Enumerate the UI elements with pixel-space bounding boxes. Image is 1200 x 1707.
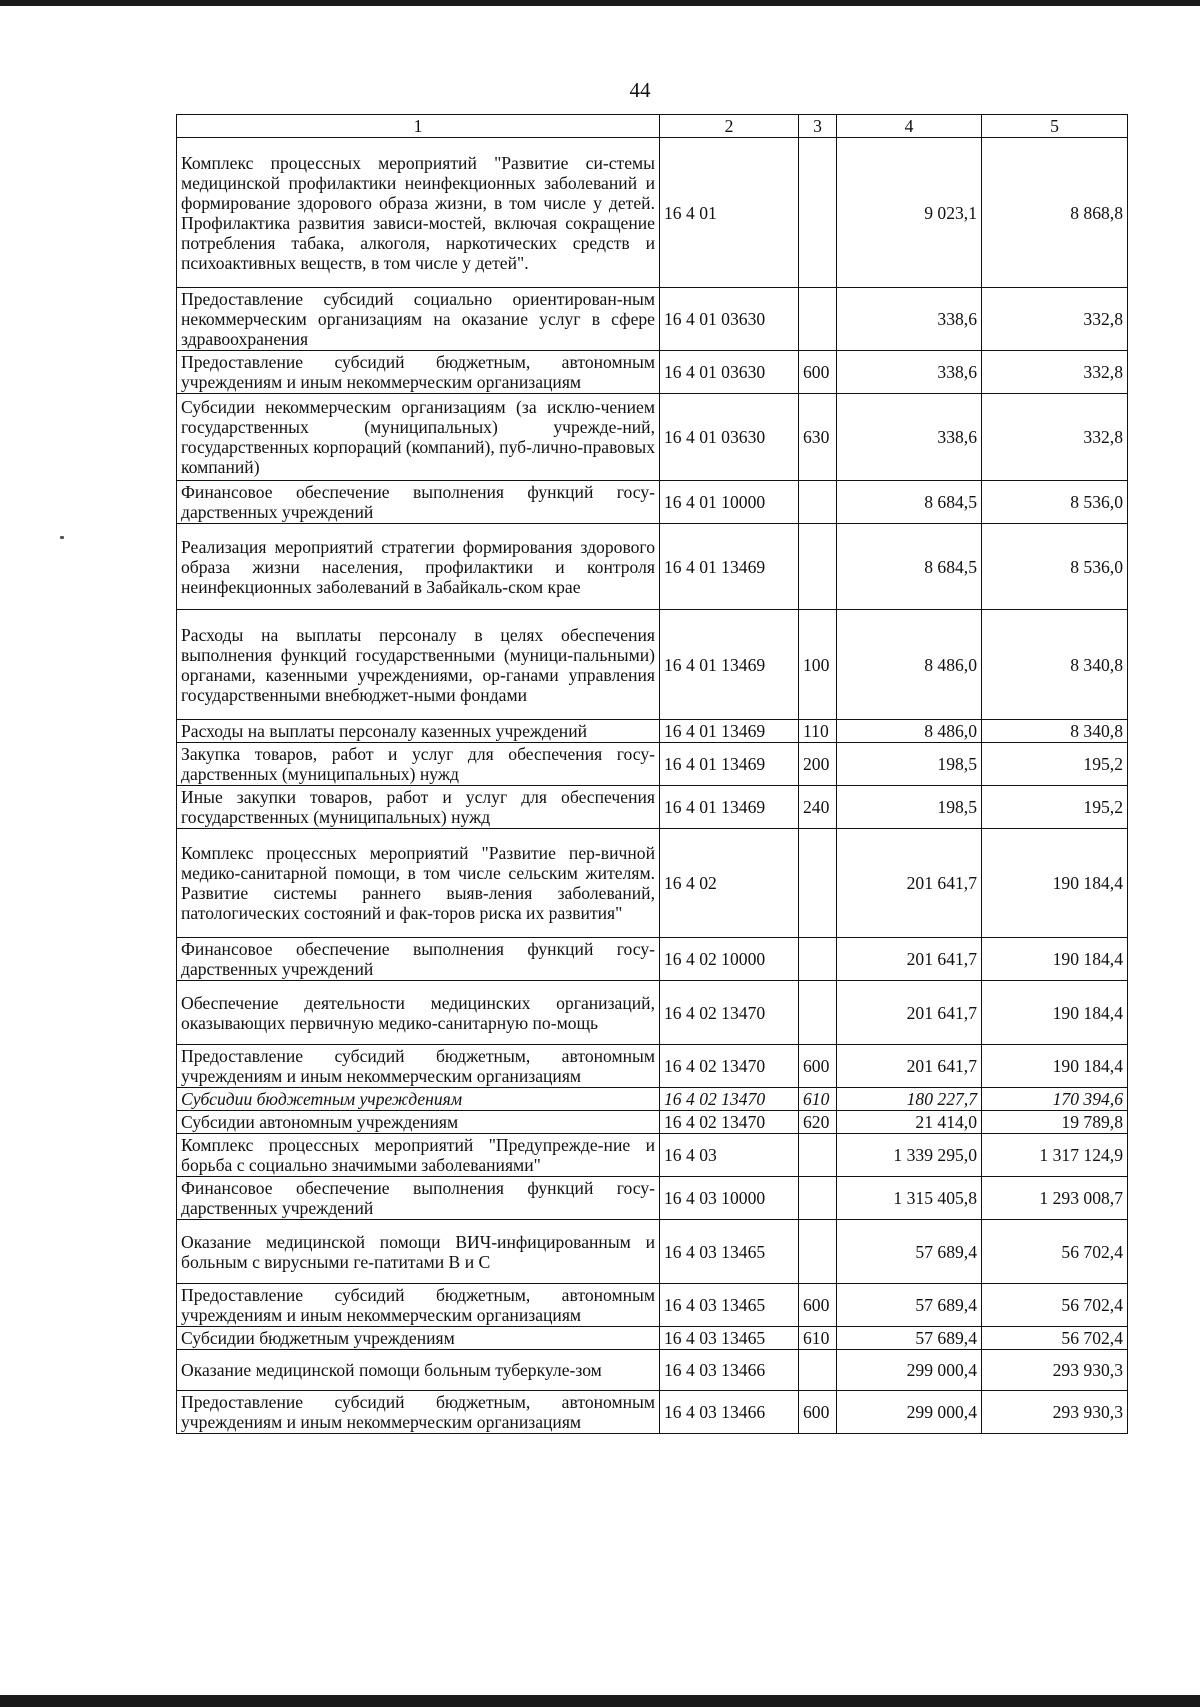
table-row [177,481,1128,524]
table-row [177,1284,1128,1327]
row-amount-2: 190 184,4 [982,981,1128,1045]
row-amount-2: 195,2 [982,743,1128,786]
row-name: Предоставление субсидий бюджетным, автономным учреждениям и иным некоммерческим организациям [177,1391,660,1434]
table-row [177,610,1128,720]
row-code: 16 4 01 [660,138,799,288]
row-code: 16 4 02 13470 [660,1111,799,1134]
row-amount-1: 198,5 [837,743,982,786]
row-name: Субсидии автономным учреждениям [177,1111,660,1134]
row-amount-2: 8 868,8 [982,138,1128,288]
row-expense-type: 600 [799,1284,837,1327]
table-row [177,1111,1128,1134]
row-amount-1: 57 689,4 [837,1284,982,1327]
table-row [177,351,1128,394]
table-row [177,1220,1128,1284]
row-code: 16 4 03 13465 [660,1327,799,1350]
row-name: Предоставление субсидий бюджетным, автономным учреждениям и иным некоммерческим организациям [177,1045,660,1088]
row-name: Иные закупки товаров, работ и услуг для обеспечения государственных (муниципальных) нужд [177,786,660,829]
row-amount-2: 332,8 [982,394,1128,481]
row-amount-1: 8 684,5 [837,481,982,524]
column-header: 2 [660,115,799,138]
table-row [177,288,1128,351]
row-expense-type [799,1350,837,1391]
row-name: Субсидии бюджетным учреждениям [177,1088,660,1111]
row-name: Расходы на выплаты персоналу в целях обеспечения выполнения функций государственными (муници-пальными) органами, казенными учреждениями, ор-ганами управления государственными внебюджет-ными фондами [177,610,660,720]
row-amount-1: 338,6 [837,351,982,394]
row-name: Предоставление субсидий социально ориентирован-ным некоммерческим организациям на оказание услуг в сфере здравоохранения [177,288,660,351]
table-row [177,1088,1128,1111]
table-row [177,1045,1128,1088]
row-amount-1: 9 023,1 [837,138,982,288]
row-name: Оказание медицинской помощи больным туберкуле-зом [177,1350,660,1391]
row-code: 16 4 01 13469 [660,720,799,743]
table-row [177,1350,1128,1391]
table-row [177,720,1128,743]
row-amount-1: 299 000,4 [837,1350,982,1391]
table-row [177,981,1128,1045]
table-row [177,938,1128,981]
row-amount-2: 190 184,4 [982,1045,1128,1088]
table-row [177,743,1128,786]
row-amount-2: 170 394,6 [982,1088,1128,1111]
row-amount-1: 57 689,4 [837,1327,982,1350]
row-amount-2: 56 702,4 [982,1220,1128,1284]
row-code: 16 4 03 13465 [660,1284,799,1327]
row-amount-2: 293 930,3 [982,1350,1128,1391]
row-code: 16 4 01 10000 [660,481,799,524]
row-name: Обеспечение деятельности медицинских организаций, оказывающих первичную медико-санитарную по-мощь [177,981,660,1045]
column-header: 5 [982,115,1128,138]
row-amount-1: 8 486,0 [837,610,982,720]
table-row [177,1391,1128,1434]
row-expense-type: 630 [799,394,837,481]
row-amount-1: 201 641,7 [837,829,982,938]
row-code: 16 4 03 13465 [660,1220,799,1284]
scan-speck [60,536,64,539]
row-expense-type [799,981,837,1045]
row-code: 16 4 02 10000 [660,938,799,981]
row-code: 16 4 03 10000 [660,1177,799,1220]
row-amount-1: 338,6 [837,394,982,481]
row-expense-type: 200 [799,743,837,786]
row-amount-2: 8 536,0 [982,524,1128,610]
row-amount-1: 180 227,7 [837,1088,982,1111]
row-amount-1: 338,6 [837,288,982,351]
row-amount-1: 8 486,0 [837,720,982,743]
row-amount-2: 190 184,4 [982,938,1128,981]
row-code: 16 4 01 13469 [660,610,799,720]
row-amount-1: 21 414,0 [837,1111,982,1134]
row-name: Закупка товаров, работ и услуг для обеспечения госу-дарственных (муниципальных) нужд [177,743,660,786]
row-code: 16 4 03 [660,1134,799,1177]
row-expense-type: 620 [799,1111,837,1134]
row-code: 16 4 02 13470 [660,1088,799,1111]
row-code: 16 4 02 [660,829,799,938]
row-expense-type [799,938,837,981]
scan-border-top [0,0,1200,6]
row-amount-2: 332,8 [982,351,1128,394]
row-name: Оказание медицинской помощи ВИЧ-инфицированным и больным с вирусными ге-патитами В и С [177,1220,660,1284]
row-code: 16 4 01 13469 [660,743,799,786]
column-header: 3 [799,115,837,138]
row-name: Расходы на выплаты персоналу казенных учреждений [177,720,660,743]
table-row [177,786,1128,829]
row-amount-2: 19 789,8 [982,1111,1128,1134]
row-amount-2: 195,2 [982,786,1128,829]
row-expense-type [799,1134,837,1177]
row-code: 16 4 03 13466 [660,1391,799,1434]
row-amount-2: 1 317 124,9 [982,1134,1128,1177]
row-amount-2: 293 930,3 [982,1391,1128,1434]
row-expense-type: 110 [799,720,837,743]
row-amount-1: 57 689,4 [837,1220,982,1284]
column-header: 4 [837,115,982,138]
row-name: Комплекс процессных мероприятий "Развитие пер-вичной медико-санитарной помощи, в том числе сельским жителям. Развитие системы раннего выяв-ления заболеваний, патологических состояний и фак-торов риска их развития" [177,829,660,938]
row-expense-type: 610 [799,1327,837,1350]
table-header-row [177,115,1128,138]
row-code: 16 4 01 03630 [660,351,799,394]
row-amount-2: 56 702,4 [982,1327,1128,1350]
row-code: 16 4 01 13469 [660,524,799,610]
row-amount-1: 201 641,7 [837,1045,982,1088]
row-name: Комплекс процессных мероприятий "Предупрежде-ние и борьба с социально значимыми заболеваниями" [177,1134,660,1177]
row-code: 16 4 02 13470 [660,981,799,1045]
row-code: 16 4 01 03630 [660,394,799,481]
row-amount-2: 56 702,4 [982,1284,1128,1327]
row-amount-1: 1 315 405,8 [837,1177,982,1220]
table-row [177,394,1128,481]
row-amount-2: 8 340,8 [982,610,1128,720]
row-amount-2: 8 536,0 [982,481,1128,524]
row-name: Реализация мероприятий стратегии формирования здорового образа жизни населения, профилактики и контроля неинфекционных заболеваний в Забайкаль-ском крае [177,524,660,610]
table-row [177,1134,1128,1177]
table-row [177,524,1128,610]
row-expense-type [799,524,837,610]
row-amount-1: 198,5 [837,786,982,829]
row-name: Субсидии некоммерческим организациям (за исклю-чением государственных (муниципальных) учрежде-ний, государственных корпораций (компаний), пуб-лично-правовых компаний) [177,394,660,481]
table-body [177,138,1128,1434]
row-expense-type: 100 [799,610,837,720]
table-row [177,829,1128,938]
row-amount-2: 332,8 [982,288,1128,351]
row-name: Финансовое обеспечение выполнения функций госу-дарственных учреждений [177,938,660,981]
page-number: 44 [629,78,651,102]
row-expense-type: 600 [799,1391,837,1434]
row-expense-type: 600 [799,1045,837,1088]
row-expense-type: 610 [799,1088,837,1111]
table-row [177,138,1128,288]
row-expense-type [799,1177,837,1220]
column-header: 1 [177,115,660,138]
row-code: 16 4 01 13469 [660,786,799,829]
scan-border-bottom [0,1695,1200,1707]
row-name: Комплекс процессных мероприятий "Развитие си-стемы медицинской профилактики неинфекционных заболеваний и формирование здорового образа жизни, в том числе у детей. Профилактика развития зависи-мостей, включая сокращение потребления табака, алкоголя, наркотических средств и психоактивных веществ, в том числе у детей". [177,138,660,288]
row-name: Финансовое обеспечение выполнения функций госу-дарственных учреждений [177,481,660,524]
row-amount-1: 201 641,7 [837,938,982,981]
budget-table [176,114,1128,1434]
row-amount-2: 8 340,8 [982,720,1128,743]
row-amount-1: 299 000,4 [837,1391,982,1434]
row-amount-2: 1 293 008,7 [982,1177,1128,1220]
row-amount-1: 8 684,5 [837,524,982,610]
row-code: 16 4 02 13470 [660,1045,799,1088]
table-row [177,1327,1128,1350]
row-expense-type [799,829,837,938]
row-name: Финансовое обеспечение выполнения функций госу-дарственных учреждений [177,1177,660,1220]
row-expense-type: 240 [799,786,837,829]
table-row [177,1177,1128,1220]
row-code: 16 4 03 13466 [660,1350,799,1391]
row-name: Предоставление субсидий бюджетным, автономным учреждениям и иным некоммерческим организациям [177,351,660,394]
row-expense-type [799,481,837,524]
row-code: 16 4 01 03630 [660,288,799,351]
row-expense-type: 600 [799,351,837,394]
row-amount-1: 201 641,7 [837,981,982,1045]
row-amount-1: 1 339 295,0 [837,1134,982,1177]
row-expense-type [799,1220,837,1284]
row-amount-2: 190 184,4 [982,829,1128,938]
row-name: Субсидии бюджетным учреждениям [177,1327,660,1350]
row-expense-type [799,288,837,351]
row-name: Предоставление субсидий бюджетным, автономным учреждениям и иным некоммерческим организациям [177,1284,660,1327]
row-expense-type [799,138,837,288]
